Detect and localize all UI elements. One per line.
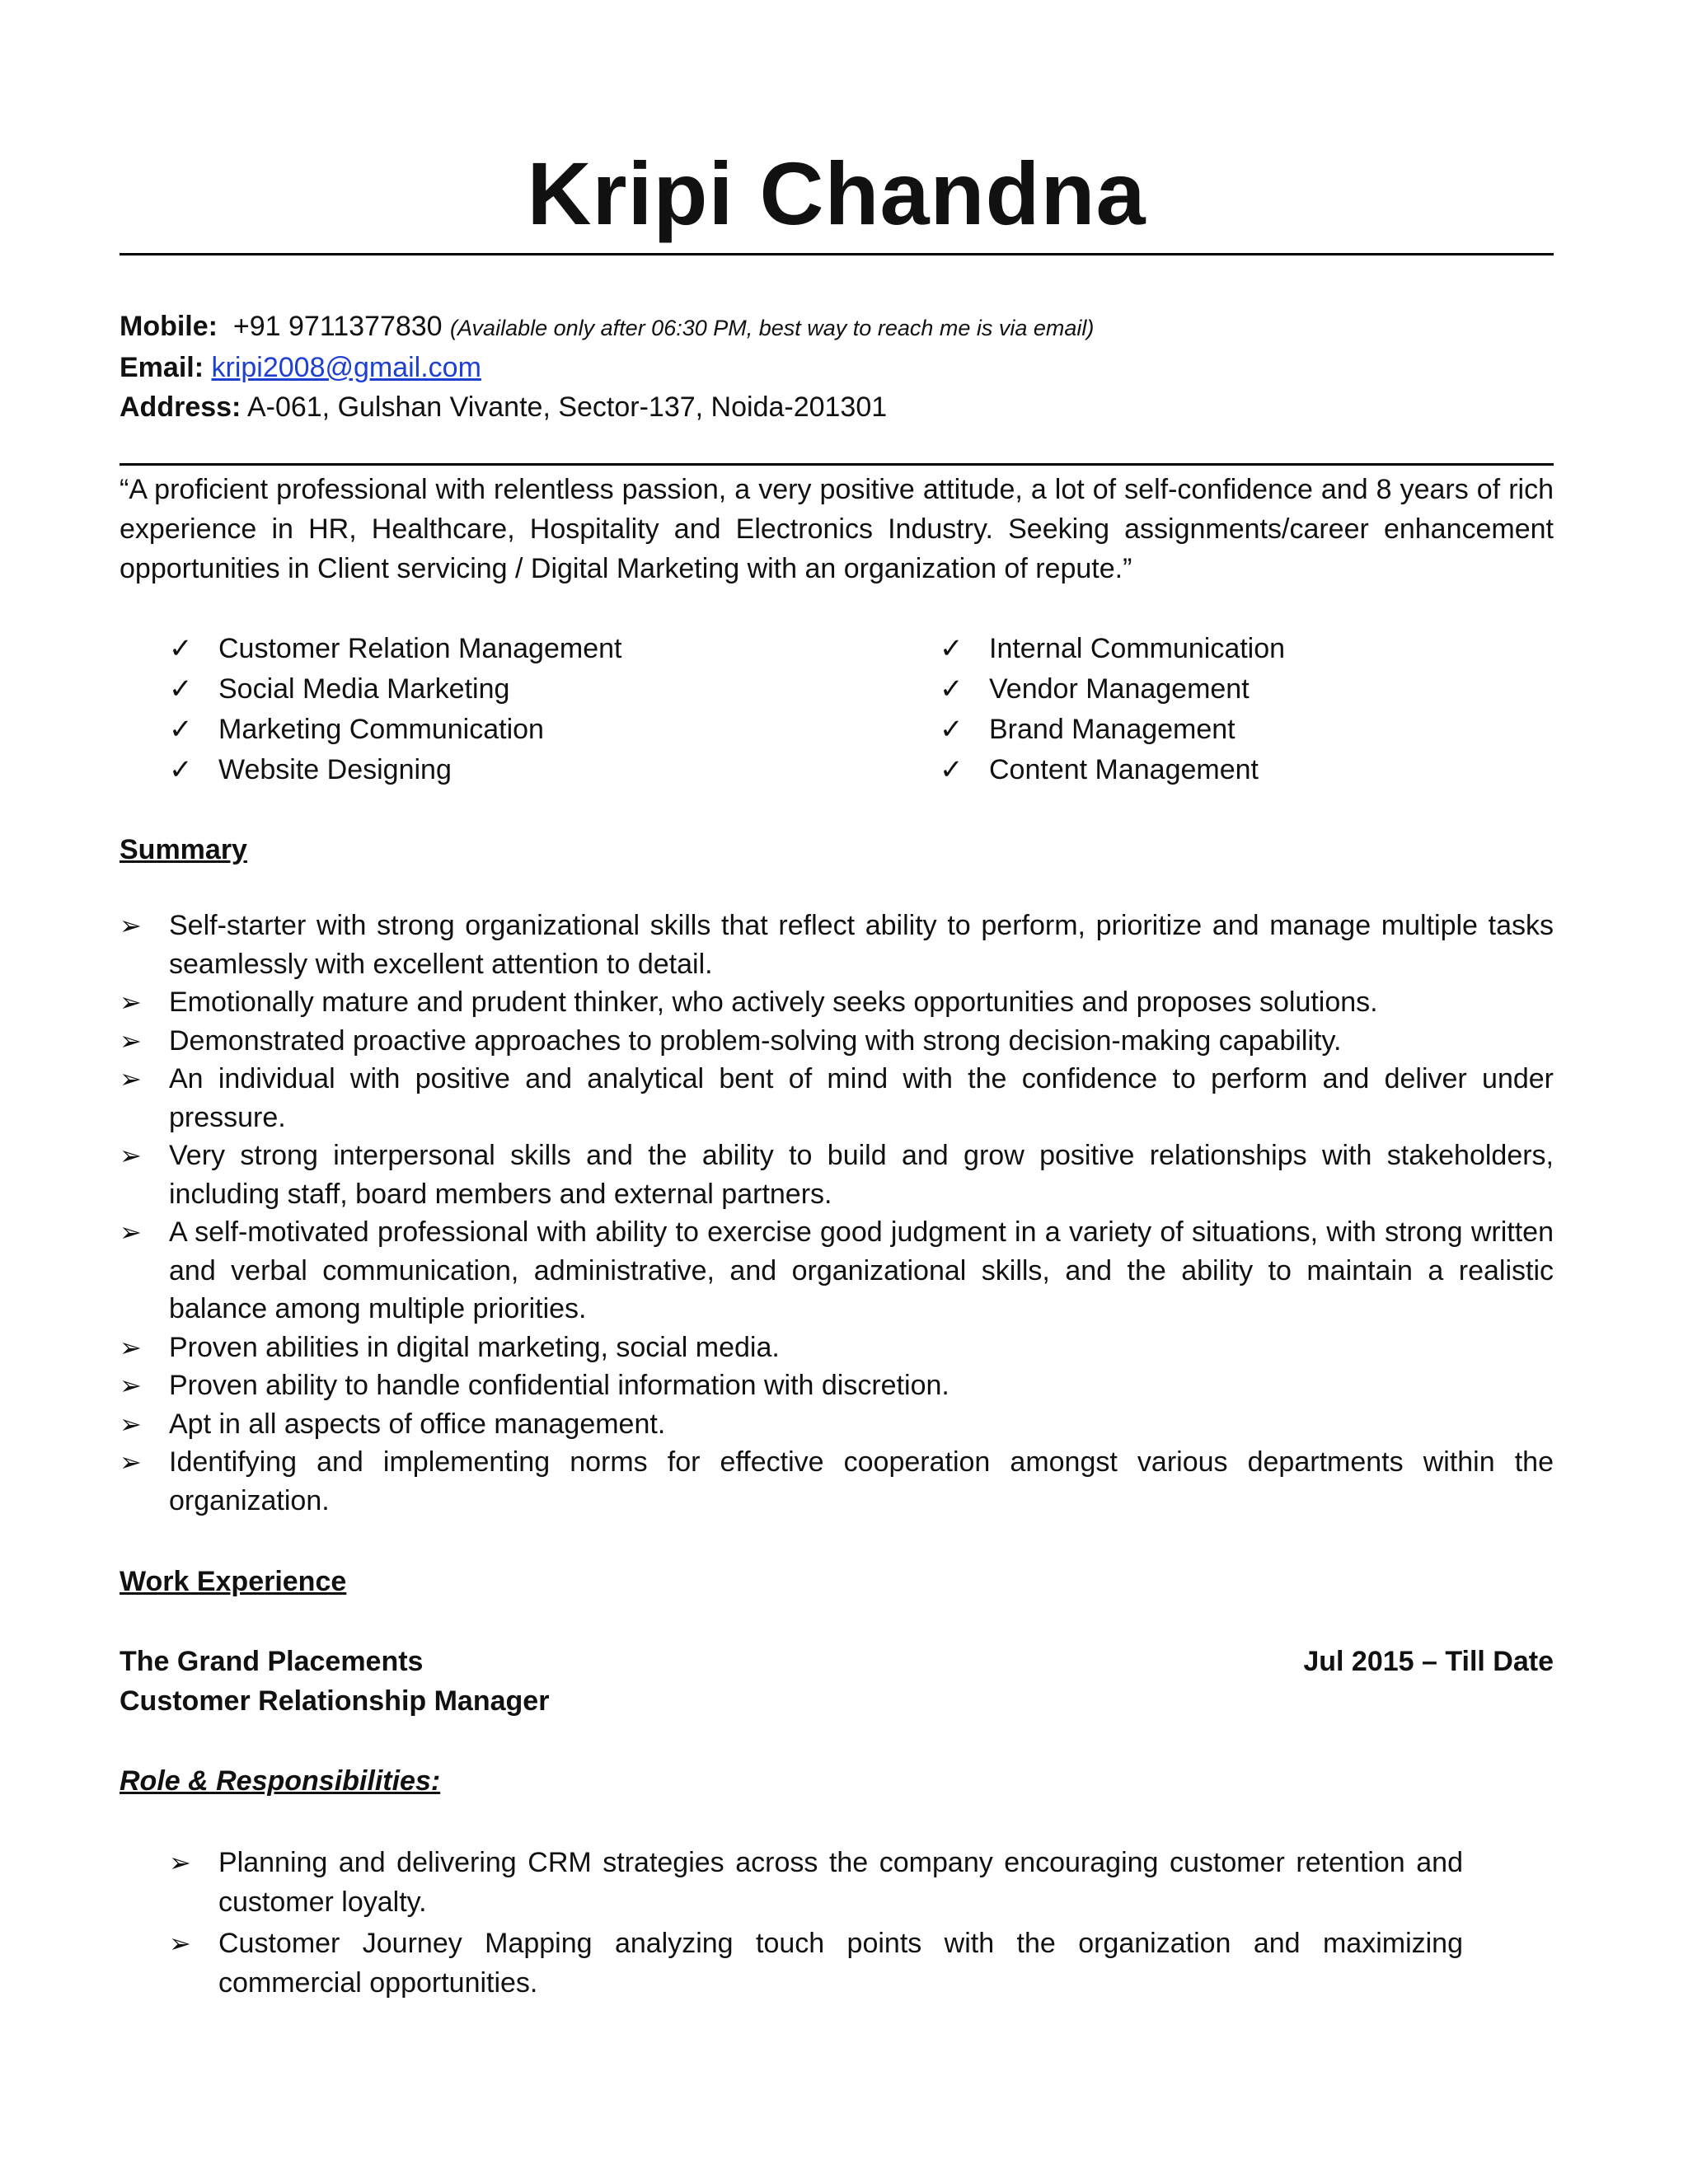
arrowhead-bullet-icon: ➢ [169, 1848, 191, 1877]
summary-item: ➢ Identifying and implementing norms for effective cooperation amongst various departments within the organization. [120, 1443, 1554, 1520]
skill-item: ✓ Content Management [940, 750, 1285, 790]
address-value: A-061, Gulshan Vivante, Sector-137, Noida-201301 [246, 391, 888, 423]
checkmark-icon: ✓ [169, 633, 193, 664]
responsibility-item: ➢ Customer Journey Mapping analyzing touch points with the organization and maximizing commercial opportunities. [169, 1924, 1463, 2003]
job-position-row [120, 1681, 1554, 1721]
summary-item: ➢ Proven ability to handle confidential information with discretion. [120, 1366, 1554, 1405]
job-position: Customer Relationship Manager [120, 1685, 550, 1717]
address-row [120, 387, 1094, 427]
arrowhead-bullet-icon: ➢ [120, 1447, 142, 1477]
contact-block [120, 307, 1094, 427]
summary-item: ➢ Very strong interpersonal skills and the ability to build and grow positive relationships with stakeholders, including staff, board members and external partners. [120, 1137, 1554, 1213]
skill-item: ✓ Customer Relation Management [169, 629, 621, 669]
contact-divider [120, 463, 1554, 466]
summary-item: ➢ Demonstrated proactive approaches to problem-solving with strong decision-making capability. [120, 1022, 1554, 1061]
summary-item: ➢ Proven abilities in digital marketing, social media. [120, 1329, 1554, 1367]
arrowhead-bullet-icon: ➢ [120, 1332, 142, 1362]
skill-item: ✓ Vendor Management [940, 669, 1285, 710]
skill-item: ✓ Website Designing [169, 750, 621, 790]
skill-item: ✓ Marketing Communication [169, 710, 621, 750]
arrowhead-bullet-icon: ➢ [120, 1217, 142, 1247]
arrowhead-bullet-icon: ➢ [120, 1371, 142, 1400]
checkmark-icon: ✓ [940, 673, 964, 705]
header-divider [120, 253, 1554, 255]
summary-list [120, 907, 1554, 1520]
arrowhead-bullet-icon: ➢ [120, 987, 142, 1017]
work-experience-heading: Work Experience [120, 1566, 347, 1597]
checkmark-icon: ✓ [940, 714, 964, 745]
skill-item: ✓ Brand Management [940, 710, 1285, 750]
summary-item: ➢ A self-motivated professional with ability to exercise good judgment in a variety of situations, with strong written and verbal communication, administrative, and organizational skills, and the ability to maintain a realistic balance among multiple priorities. [120, 1213, 1554, 1329]
responsibilities-list [169, 1843, 1463, 2003]
arrowhead-bullet-icon: ➢ [120, 1408, 142, 1439]
arrowhead-bullet-icon: ➢ [120, 1025, 142, 1056]
skills-column-left [169, 629, 621, 790]
checkmark-icon: ✓ [940, 633, 964, 664]
arrowhead-bullet-icon: ➢ [120, 1064, 142, 1094]
checkmark-icon: ✓ [169, 754, 193, 785]
company-name: The Grand Placements [120, 1646, 424, 1677]
objective-statement: “A proficient professional with relentless passion, a very positive attitude, a lot of self-confidence and 8 years of rich experience in HR, Healthcare, Hospitality and Electronics Industry. Seeking assignments/career enhancement opportunities in Client servicing / Digital Marketing with an organization of repute.” [120, 474, 1554, 584]
email-link[interactable]: kripi2008@gmail.com [211, 352, 481, 383]
mobile-label: Mobile: [120, 311, 218, 342]
skill-item: ✓ Internal Communication [940, 629, 1285, 669]
checkmark-icon: ✓ [169, 673, 193, 705]
email-label: Email: [120, 352, 204, 383]
mobile-value: +91 9711377830 [232, 311, 443, 342]
mobile-note: (Available only after 06:30 PM, best way to reach me is via email) [450, 316, 1095, 340]
skill-item: ✓ Social Media Marketing [169, 669, 621, 710]
skills-column-right [940, 629, 1285, 790]
address-label: Address: [120, 391, 241, 423]
arrowhead-bullet-icon: ➢ [120, 911, 142, 940]
summary-item: ➢ An individual with positive and analytical bent of mind with the confidence to perform and deliver under pressure. [120, 1060, 1554, 1137]
checkmark-icon: ✓ [169, 714, 193, 745]
responsibility-item: ➢ Planning and delivering CRM strategies across the company encouraging customer retention and customer loyalty. [169, 1843, 1463, 1922]
arrowhead-bullet-icon: ➢ [120, 1141, 142, 1170]
summary-item: ➢ Self-starter with strong organizational skills that reflect ability to perform, prioritize and manage multiple tasks seamlessly with excellent attention to detail. [120, 907, 1554, 983]
summary-item: ➢ Apt in all aspects of office management. [120, 1405, 1554, 1444]
arrowhead-bullet-icon: ➢ [169, 1929, 191, 1958]
candidate-name: Kripi Chandna [527, 143, 1146, 243]
job-header [120, 1642, 1554, 1681]
checkmark-icon: ✓ [940, 754, 964, 785]
roles-heading: Role & Responsibilities: [120, 1765, 441, 1797]
summary-item: ➢ Emotionally mature and prudent thinker, who actively seeks opportunities and proposes solutions. [120, 983, 1554, 1022]
email-row [120, 348, 1094, 387]
summary-heading: Summary [120, 834, 247, 865]
job-dates: Jul 2015 – Till Date [1303, 1646, 1554, 1677]
mobile-row [120, 307, 1094, 348]
